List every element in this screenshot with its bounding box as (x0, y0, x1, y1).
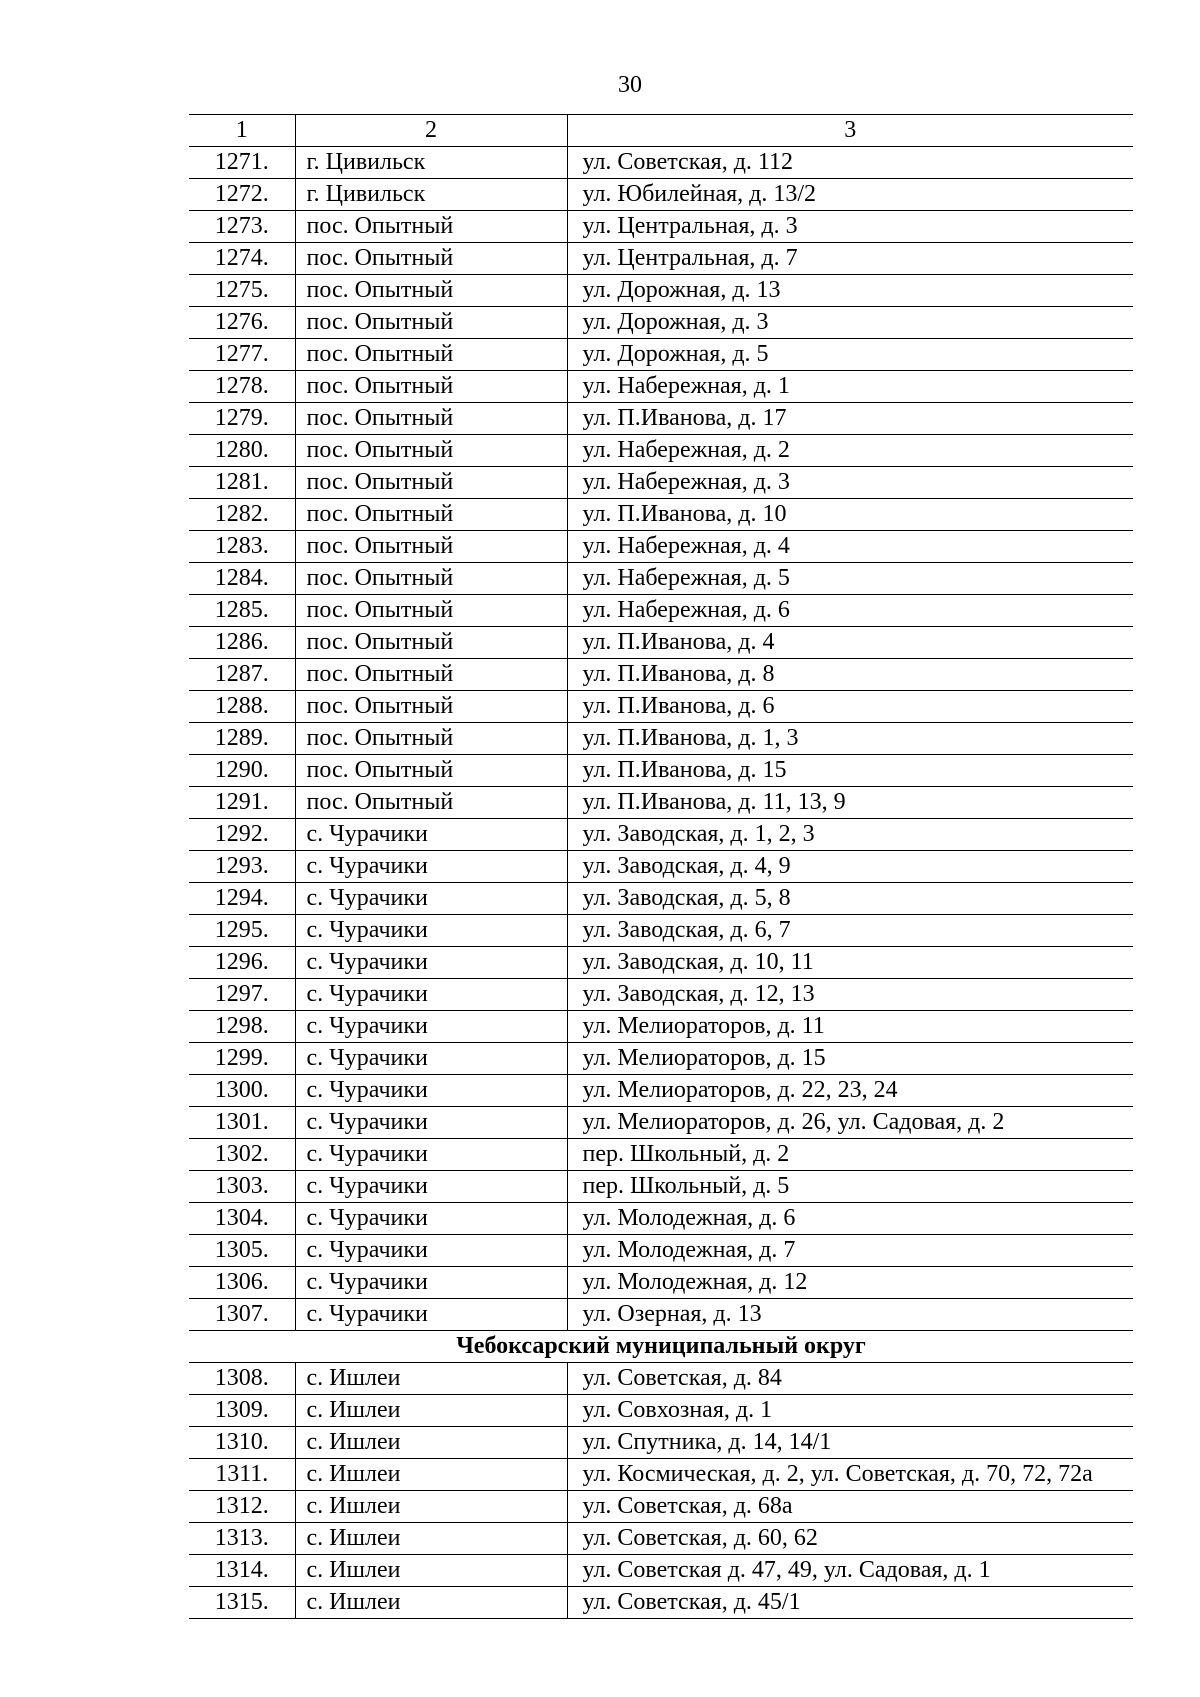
row-settlement: с. Чурачики (295, 883, 567, 915)
row-address: ул. Озерная, д. 13 (567, 1299, 1133, 1331)
table-row (189, 1235, 1133, 1267)
row-number: 1308. (189, 1363, 295, 1395)
row-number: 1306. (189, 1267, 295, 1299)
row-address: ул. П.Иванова, д. 15 (567, 755, 1133, 787)
row-settlement: с. Чурачики (295, 1203, 567, 1235)
row-address: ул. П.Иванова, д. 8 (567, 659, 1133, 691)
row-number: 1309. (189, 1395, 295, 1427)
row-address: ул. Дорожная, д. 13 (567, 275, 1133, 307)
row-settlement: пос. Опытный (295, 723, 567, 755)
table-row (189, 339, 1133, 371)
row-settlement: с. Чурачики (295, 1139, 567, 1171)
row-settlement: с. Чурачики (295, 819, 567, 851)
row-settlement: г. Цивильск (295, 179, 567, 211)
table-row (189, 1523, 1133, 1555)
table-row (189, 1043, 1133, 1075)
row-settlement: пос. Опытный (295, 371, 567, 403)
table-row (189, 1075, 1133, 1107)
row-settlement: пос. Опытный (295, 435, 567, 467)
row-number: 1311. (189, 1459, 295, 1491)
table-row (189, 243, 1133, 275)
row-address: ул. Молодежная, д. 12 (567, 1267, 1133, 1299)
table-row (189, 211, 1133, 243)
row-settlement: пос. Опытный (295, 755, 567, 787)
table-row (189, 307, 1133, 339)
table-row (189, 851, 1133, 883)
column-header-1: 1 (189, 115, 295, 147)
row-number: 1278. (189, 371, 295, 403)
row-address: ул. П.Иванова, д. 11, 13, 9 (567, 787, 1133, 819)
row-number: 1294. (189, 883, 295, 915)
row-number: 1277. (189, 339, 295, 371)
row-address: ул. Космическая, д. 2, ул. Советская, д. 70, 72, 72а (567, 1459, 1133, 1491)
row-number: 1284. (189, 563, 295, 595)
row-address: ул. П.Иванова, д. 4 (567, 627, 1133, 659)
row-number: 1307. (189, 1299, 295, 1331)
table-row (189, 755, 1133, 787)
section-title: Чебоксарский муниципальный округ (189, 1331, 1133, 1363)
row-number: 1288. (189, 691, 295, 723)
table-row (189, 1171, 1133, 1203)
row-settlement: с. Чурачики (295, 1011, 567, 1043)
row-settlement: с. Чурачики (295, 947, 567, 979)
row-address: ул. Набережная, д. 2 (567, 435, 1133, 467)
row-address: ул. П.Иванова, д. 17 (567, 403, 1133, 435)
row-number: 1289. (189, 723, 295, 755)
row-address: ул. Советская, д. 45/1 (567, 1587, 1133, 1619)
row-settlement: с. Чурачики (295, 1043, 567, 1075)
row-address: ул. Молодежная, д. 6 (567, 1203, 1133, 1235)
row-number: 1290. (189, 755, 295, 787)
row-settlement: с. Чурачики (295, 1299, 567, 1331)
row-settlement: с. Ишлеи (295, 1555, 567, 1587)
row-number: 1305. (189, 1235, 295, 1267)
row-number: 1298. (189, 1011, 295, 1043)
row-address: ул. Советская, д. 84 (567, 1363, 1133, 1395)
row-number: 1273. (189, 211, 295, 243)
row-number: 1299. (189, 1043, 295, 1075)
section-row (189, 1331, 1133, 1363)
row-address: ул. П.Иванова, д. 10 (567, 499, 1133, 531)
row-settlement: пос. Опытный (295, 339, 567, 371)
row-address: ул. Заводская, д. 12, 13 (567, 979, 1133, 1011)
row-address: ул. П.Иванова, д. 1, 3 (567, 723, 1133, 755)
row-number: 1314. (189, 1555, 295, 1587)
table-row (189, 1459, 1133, 1491)
row-number: 1286. (189, 627, 295, 659)
row-settlement: с. Ишлеи (295, 1427, 567, 1459)
table-row (189, 467, 1133, 499)
row-settlement: с. Ишлеи (295, 1459, 567, 1491)
row-settlement: с. Ишлеи (295, 1363, 567, 1395)
row-address: ул. Мелиораторов, д. 11 (567, 1011, 1133, 1043)
row-address: ул. Молодежная, д. 7 (567, 1235, 1133, 1267)
row-address: ул. Дорожная, д. 3 (567, 307, 1133, 339)
row-settlement: пос. Опытный (295, 595, 567, 627)
table-row (189, 563, 1133, 595)
row-address: ул. Заводская, д. 10, 11 (567, 947, 1133, 979)
row-address: ул. Мелиораторов, д. 22, 23, 24 (567, 1075, 1133, 1107)
table-row (189, 1363, 1133, 1395)
row-settlement: с. Чурачики (295, 1075, 567, 1107)
table-row (189, 275, 1133, 307)
table-row (189, 147, 1133, 179)
table-row (189, 1555, 1133, 1587)
row-settlement: с. Чурачики (295, 851, 567, 883)
row-number: 1312. (189, 1491, 295, 1523)
row-address: ул. П.Иванова, д. 6 (567, 691, 1133, 723)
row-number: 1281. (189, 467, 295, 499)
row-address: ул. Совхозная, д. 1 (567, 1395, 1133, 1427)
table-row (189, 723, 1133, 755)
row-address: ул. Центральная, д. 3 (567, 211, 1133, 243)
row-settlement: с. Ишлеи (295, 1395, 567, 1427)
column-header-2: 2 (295, 115, 567, 147)
row-settlement: пос. Опытный (295, 531, 567, 563)
table-row (189, 915, 1133, 947)
row-number: 1304. (189, 1203, 295, 1235)
row-number: 1300. (189, 1075, 295, 1107)
table-row (189, 787, 1133, 819)
row-settlement: пос. Опытный (295, 627, 567, 659)
row-address: ул. Мелиораторов, д. 26, ул. Садовая, д. 2 (567, 1107, 1133, 1139)
table-row (189, 947, 1133, 979)
row-number: 1272. (189, 179, 295, 211)
row-number: 1274. (189, 243, 295, 275)
row-address: ул. Дорожная, д. 5 (567, 339, 1133, 371)
row-settlement: пос. Опытный (295, 275, 567, 307)
table-row (189, 627, 1133, 659)
row-number: 1297. (189, 979, 295, 1011)
table-row (189, 1299, 1133, 1331)
row-address: ул. Центральная, д. 7 (567, 243, 1133, 275)
row-number: 1313. (189, 1523, 295, 1555)
table-row (189, 659, 1133, 691)
table-row (189, 595, 1133, 627)
table-row (189, 979, 1133, 1011)
table-row (189, 1107, 1133, 1139)
row-number: 1275. (189, 275, 295, 307)
row-number: 1271. (189, 147, 295, 179)
table-row (189, 499, 1133, 531)
row-settlement: с. Чурачики (295, 1107, 567, 1139)
row-address: ул. Заводская, д. 4, 9 (567, 851, 1133, 883)
row-number: 1293. (189, 851, 295, 883)
row-address: ул. Юбилейная, д. 13/2 (567, 179, 1133, 211)
row-address: ул. Заводская, д. 1, 2, 3 (567, 819, 1133, 851)
row-number: 1310. (189, 1427, 295, 1459)
row-address: ул. Набережная, д. 4 (567, 531, 1133, 563)
table-row (189, 179, 1133, 211)
table-row (189, 1491, 1133, 1523)
row-number: 1283. (189, 531, 295, 563)
row-address: ул. Мелиораторов, д. 15 (567, 1043, 1133, 1075)
table-row (189, 435, 1133, 467)
row-address: ул. Набережная, д. 5 (567, 563, 1133, 595)
row-address: ул. Советская д. 47, 49, ул. Садовая, д. 1 (567, 1555, 1133, 1587)
table-row (189, 1267, 1133, 1299)
table-row (189, 1427, 1133, 1459)
table-row (189, 883, 1133, 915)
row-settlement: пос. Опытный (295, 659, 567, 691)
row-settlement: пос. Опытный (295, 403, 567, 435)
row-settlement: пос. Опытный (295, 211, 567, 243)
table-row (189, 1139, 1133, 1171)
row-number: 1302. (189, 1139, 295, 1171)
row-settlement: с. Чурачики (295, 1267, 567, 1299)
row-address: пер. Школьный, д. 2 (567, 1139, 1133, 1171)
row-number: 1291. (189, 787, 295, 819)
row-address: ул. Советская, д. 68а (567, 1491, 1133, 1523)
page-number: 30 (618, 72, 642, 98)
row-settlement: с. Чурачики (295, 915, 567, 947)
row-number: 1282. (189, 499, 295, 531)
row-settlement: пос. Опытный (295, 243, 567, 275)
row-settlement: пос. Опытный (295, 307, 567, 339)
column-header-3: 3 (567, 115, 1133, 147)
table-header-row (189, 115, 1133, 147)
table-row (189, 1011, 1133, 1043)
table-row (189, 819, 1133, 851)
row-settlement: с. Ишлеи (295, 1491, 567, 1523)
row-settlement: г. Цивильск (295, 147, 567, 179)
row-number: 1280. (189, 435, 295, 467)
table-row (189, 371, 1133, 403)
row-number: 1292. (189, 819, 295, 851)
address-table (189, 114, 1133, 1619)
row-settlement: с. Чурачики (295, 1171, 567, 1203)
row-number: 1285. (189, 595, 295, 627)
table-row (189, 1587, 1133, 1619)
row-settlement: пос. Опытный (295, 691, 567, 723)
row-settlement: пос. Опытный (295, 787, 567, 819)
row-settlement: с. Ишлеи (295, 1523, 567, 1555)
row-address: ул. Советская, д. 60, 62 (567, 1523, 1133, 1555)
table-row (189, 1395, 1133, 1427)
row-number: 1287. (189, 659, 295, 691)
row-address: ул. Спутника, д. 14, 14/1 (567, 1427, 1133, 1459)
row-settlement: пос. Опытный (295, 467, 567, 499)
row-number: 1279. (189, 403, 295, 435)
row-address: ул. Заводская, д. 6, 7 (567, 915, 1133, 947)
row-number: 1303. (189, 1171, 295, 1203)
table-row (189, 1203, 1133, 1235)
row-number: 1301. (189, 1107, 295, 1139)
row-address: ул. Советская, д. 112 (567, 147, 1133, 179)
table-row (189, 403, 1133, 435)
row-address: ул. Набережная, д. 6 (567, 595, 1133, 627)
row-address: ул. Набережная, д. 1 (567, 371, 1133, 403)
row-settlement: пос. Опытный (295, 563, 567, 595)
row-settlement: пос. Опытный (295, 499, 567, 531)
row-settlement: с. Ишлеи (295, 1587, 567, 1619)
table-row (189, 531, 1133, 563)
row-settlement: с. Чурачики (295, 979, 567, 1011)
row-address: пер. Школьный, д. 5 (567, 1171, 1133, 1203)
table-row (189, 691, 1133, 723)
row-number: 1295. (189, 915, 295, 947)
row-address: ул. Набережная, д. 3 (567, 467, 1133, 499)
row-number: 1276. (189, 307, 295, 339)
row-settlement: с. Чурачики (295, 1235, 567, 1267)
row-number: 1315. (189, 1587, 295, 1619)
row-address: ул. Заводская, д. 5, 8 (567, 883, 1133, 915)
row-number: 1296. (189, 947, 295, 979)
